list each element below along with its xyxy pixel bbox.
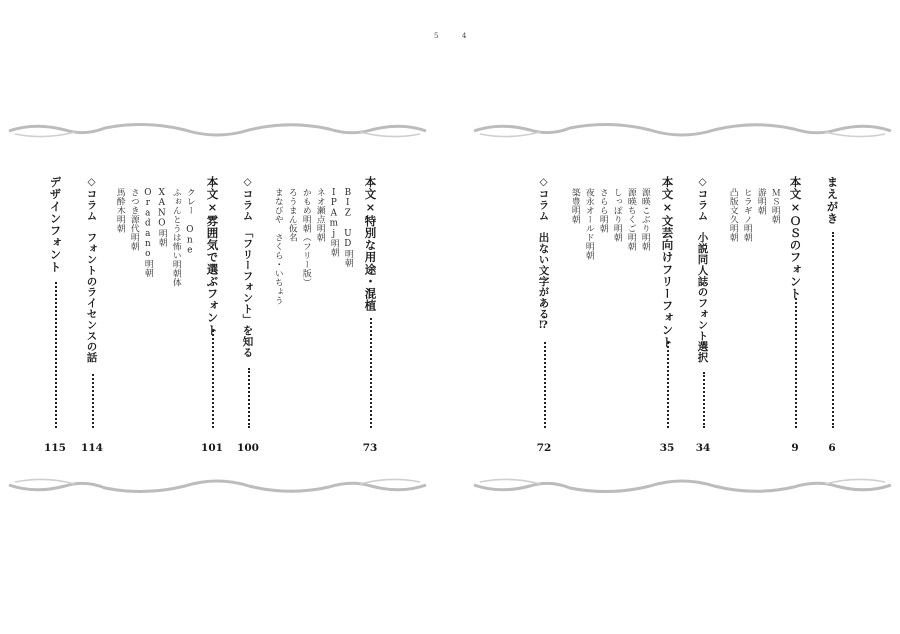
toc-bungei-title: 本文×文芸向けフリーフォント	[660, 176, 675, 348]
leader-col34	[703, 372, 705, 428]
toc-design-title: デザインフォント	[48, 176, 63, 273]
page-num-os: 9	[791, 442, 799, 454]
toc-mae-title: まえがき	[825, 176, 840, 225]
folio-right: 4	[462, 32, 467, 40]
toc-bungei-item-6: 築豊明朝	[569, 188, 580, 224]
page-num-col100: 100	[237, 442, 259, 454]
toc-bungei-item-5: 夜永オールド明朝	[583, 188, 594, 260]
leader-fun	[212, 330, 214, 428]
page-num-bungei: 35	[659, 442, 675, 454]
toc-yoto-item-6: まなびや さくら・いちょう	[272, 188, 283, 305]
toc-yoto-item-4: かもめ明朝（フリー版）	[300, 188, 311, 287]
toc-col34-title: ◇コラム 小説同人誌のフォント選択	[696, 176, 709, 363]
toc-fun-item-2: ふぉんとうは怖い明朝体	[170, 188, 181, 287]
page-num-fun: 101	[201, 442, 223, 454]
toc-col114-title: ◇コラム フォントのライセンスの話	[85, 176, 98, 363]
toc-fun-item-4: Oradano明朝	[142, 188, 153, 278]
toc-col72-title: ◇コラム 出ない文字がある⁉	[537, 176, 550, 332]
toc-os-item-2: 游明朝	[755, 188, 766, 215]
leader-os	[795, 298, 797, 428]
toc-bungei-item-1: 源暎こぶり明朝	[639, 188, 650, 251]
page-num-mae: 6	[828, 442, 836, 454]
ornament-top-right	[470, 120, 895, 142]
ornament-bottom-right	[470, 474, 895, 496]
toc-fun-title: 本文×雰囲気で選ぶフォント	[205, 176, 220, 336]
toc-fun-item-6: 馬酔木明朝	[114, 188, 125, 233]
leader-col114	[92, 374, 94, 428]
toc-yoto-item-2: IPAmj明朝	[328, 188, 339, 257]
leader-mae	[832, 232, 834, 428]
toc-os-item-4: 凸版文久明朝	[727, 188, 738, 242]
toc-fun-item-3: XANO明朝	[156, 188, 167, 247]
ornament-bottom-left	[5, 474, 430, 496]
toc-os-item-1: ＭＳ明朝	[769, 188, 780, 224]
leader-col72	[544, 342, 546, 428]
page-num-col34: 34	[695, 442, 711, 454]
toc-os-title: 本文×ＯＳのフォント	[788, 176, 803, 300]
page-num-design: 115	[44, 442, 66, 454]
toc-fun-item-1: クレー One	[184, 188, 195, 256]
toc-bungei-item-4: さらら明朝	[597, 188, 608, 233]
leader-col100	[248, 368, 250, 428]
folio-left: 5	[434, 32, 439, 40]
toc-fun-item-5: さつき源代明朝	[128, 188, 139, 251]
leader-yoto	[370, 318, 372, 428]
ornament-top-left	[5, 120, 430, 142]
toc-bungei-item-3: しっぽり明朝	[611, 188, 622, 242]
toc-yoto-item-1: BIZ UD明朝	[342, 188, 353, 268]
toc-yoto-item-5: ろうまん仮名	[286, 188, 297, 242]
toc-os-item-3: ヒラギノ明朝	[741, 188, 752, 242]
toc-bungei-item-2: 源暎ちくご明朝	[625, 188, 636, 251]
leader-bungei	[667, 342, 669, 428]
toc-col100-title: ◇コラム 「フリーフォント」を知る	[241, 176, 254, 358]
page-num-col114: 114	[81, 442, 103, 454]
page-num-col72: 72	[536, 442, 552, 454]
toc-yoto-title: 本文×特別な用途・混植	[363, 176, 378, 312]
toc-yoto-item-3: ネオ瀬点明朝	[314, 188, 325, 242]
leader-design	[55, 282, 57, 428]
page-num-yoto: 73	[362, 442, 378, 454]
